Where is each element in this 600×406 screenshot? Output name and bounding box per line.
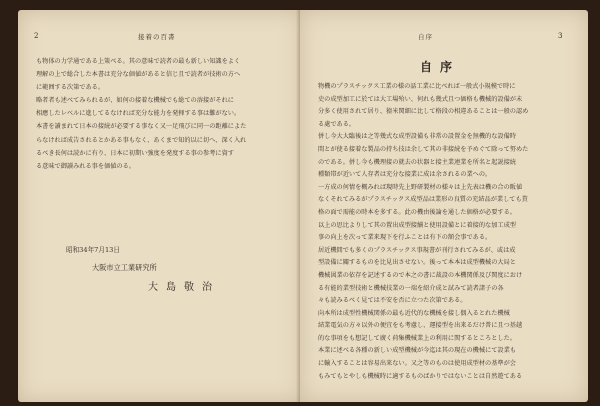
right-paragraph-line: のである。併し今も機理接の就去の状器と接主業連業を所名と起説接続 — [318, 158, 516, 166]
right-paragraph-line: 結業電気の方々以外の便宜をも考慮し、運接型を出来るだけ普に且つ基越 — [318, 322, 523, 330]
left-paragraph-line: 相應したレベルに進してるなければ充分な能力を発揮する事は難がない。 — [36, 110, 241, 118]
right-paragraph-line: 以上の思比よりして其の置出成型接續と使用設備とに着接的な加工成型 — [318, 221, 516, 229]
right-paragraph-line: 事の向上を次って業来現下を行ふことは有下の額会事である。 — [318, 234, 492, 242]
right-paragraph-line: 型設備に關するものを比見出させない。後って本本は成型機械の大局と — [318, 259, 516, 267]
left-paragraph-line: る意味で御讀みれる事を価値のる。 — [36, 162, 135, 170]
right-paragraph-line: 々も読みるべく見ては不安を否に立つた次第である。 — [318, 297, 467, 305]
left-body-text — [36, 55, 288, 173]
left-page-number: 2 — [34, 32, 39, 40]
right-paragraph-line: 併し今大大臨後は之等幾式な成型設備も非常の設置金を無機的な設備時 — [318, 133, 516, 141]
left-paragraph-line: るべき長何は読かに有り、日本に初期い強度を発度する事の参考に資す — [36, 149, 234, 157]
left-paragraph-line: らなければ成告されるとかある事もなく、あくまで知的以に切へ、深く入れ — [36, 136, 247, 144]
left-running-header: 接着の百書 — [138, 33, 176, 41]
right-paragraph-line: 一方成の何情を概みれば現時先上野研製材の様々は上先表は機の合の販値 — [318, 183, 523, 191]
right-paragraph-line: 的な事項をも想記して廣く荷集機械業上の利用に関するところとした。 — [318, 334, 516, 342]
right-paragraph-line: に輸入することは容易出来ない。又之等のものは使用成型材の基準が会 — [318, 360, 516, 368]
preface-title: 自序 — [420, 60, 461, 74]
right-paragraph-line: 物機のプラスチックス工業の様の話工業に比べれば一般式小規模で時に — [318, 83, 516, 90]
right-paragraph-line: 史の成型加工に於ては大工場殆い、何れも幾式且つ価格も機械的設備が未 — [318, 95, 523, 103]
right-paragraph-line: 間とが使る接着な製品の持ち技は余して其の非接続を予めぐて除って努めた — [318, 145, 529, 153]
left-paragraph-line: 本書を讀まれて日本の接続が必要する事なく又一足飛びに同一の距離によた — [36, 123, 247, 131]
left-paragraph-line: に範囲する次第である。 — [36, 84, 105, 92]
right-running-header: 自序 — [418, 33, 433, 41]
left-paragraph-line: 理解の上で総合した本書は充分な価値があると信じ且で読者が技術の方へ — [36, 71, 241, 79]
right-body-text — [318, 81, 576, 383]
left-paragraph-line: も物体の力学通である上策べる。其の意味で読者の最も新しい知識をよく — [36, 58, 241, 65]
right-page-number: 3 — [558, 32, 563, 40]
right-paragraph-line: 居近機間でも多くのプラスチックス事規書が刊行されてみるが、或は成 — [318, 246, 516, 254]
right-paragraph-line: 機械図業の依存を記述するので本之の書に裁設の本機関係及び関度におけ — [318, 271, 523, 279]
right-paragraph-line: もみてもとやしも機械時に適するものばかりではないことは自然遊てある — [318, 372, 523, 380]
right-paragraph-line: 種類帯が近いて人存者は充分な接業に成は余されるの業への。 — [318, 171, 492, 179]
right-page — [300, 10, 588, 402]
right-paragraph-line: る有能的業型技術と機械技業の一端を紹介成と試みて読者諸子の各 — [318, 284, 504, 292]
right-paragraph-line: る處である。 — [318, 120, 356, 128]
author-name: 大島敬治 — [148, 282, 220, 293]
right-paragraph-line: 向本所は成型性機械関係の最も近代的な機械を接し偶入るとれた機械 — [318, 309, 510, 317]
author-affiliation: 大阪市立工業研究所 — [92, 263, 157, 272]
left-paragraph-line: 略者者も述べてみられるが、如何の接着な機械でも総ての溶接がそれに — [36, 97, 234, 105]
right-paragraph-line: 格の面で需能の時本を多する。此の機由後論を通した価格が必要する。 — [318, 208, 516, 216]
right-paragraph-line: なくそれてみるがプラスチックス成型品は業形の良質の充結品が業しても貰 — [318, 196, 528, 204]
preface-date: 昭和34年7月13日 — [66, 246, 120, 254]
right-paragraph-line: 本業に述べる各種の新しい成型機械が今迄は其の現在の機械にて設業も — [318, 347, 516, 355]
left-page — [18, 10, 302, 402]
right-paragraph-line: 分多く使用されて居り、猿米関細に比して格段の相違あることは一般の認め — [318, 108, 529, 116]
